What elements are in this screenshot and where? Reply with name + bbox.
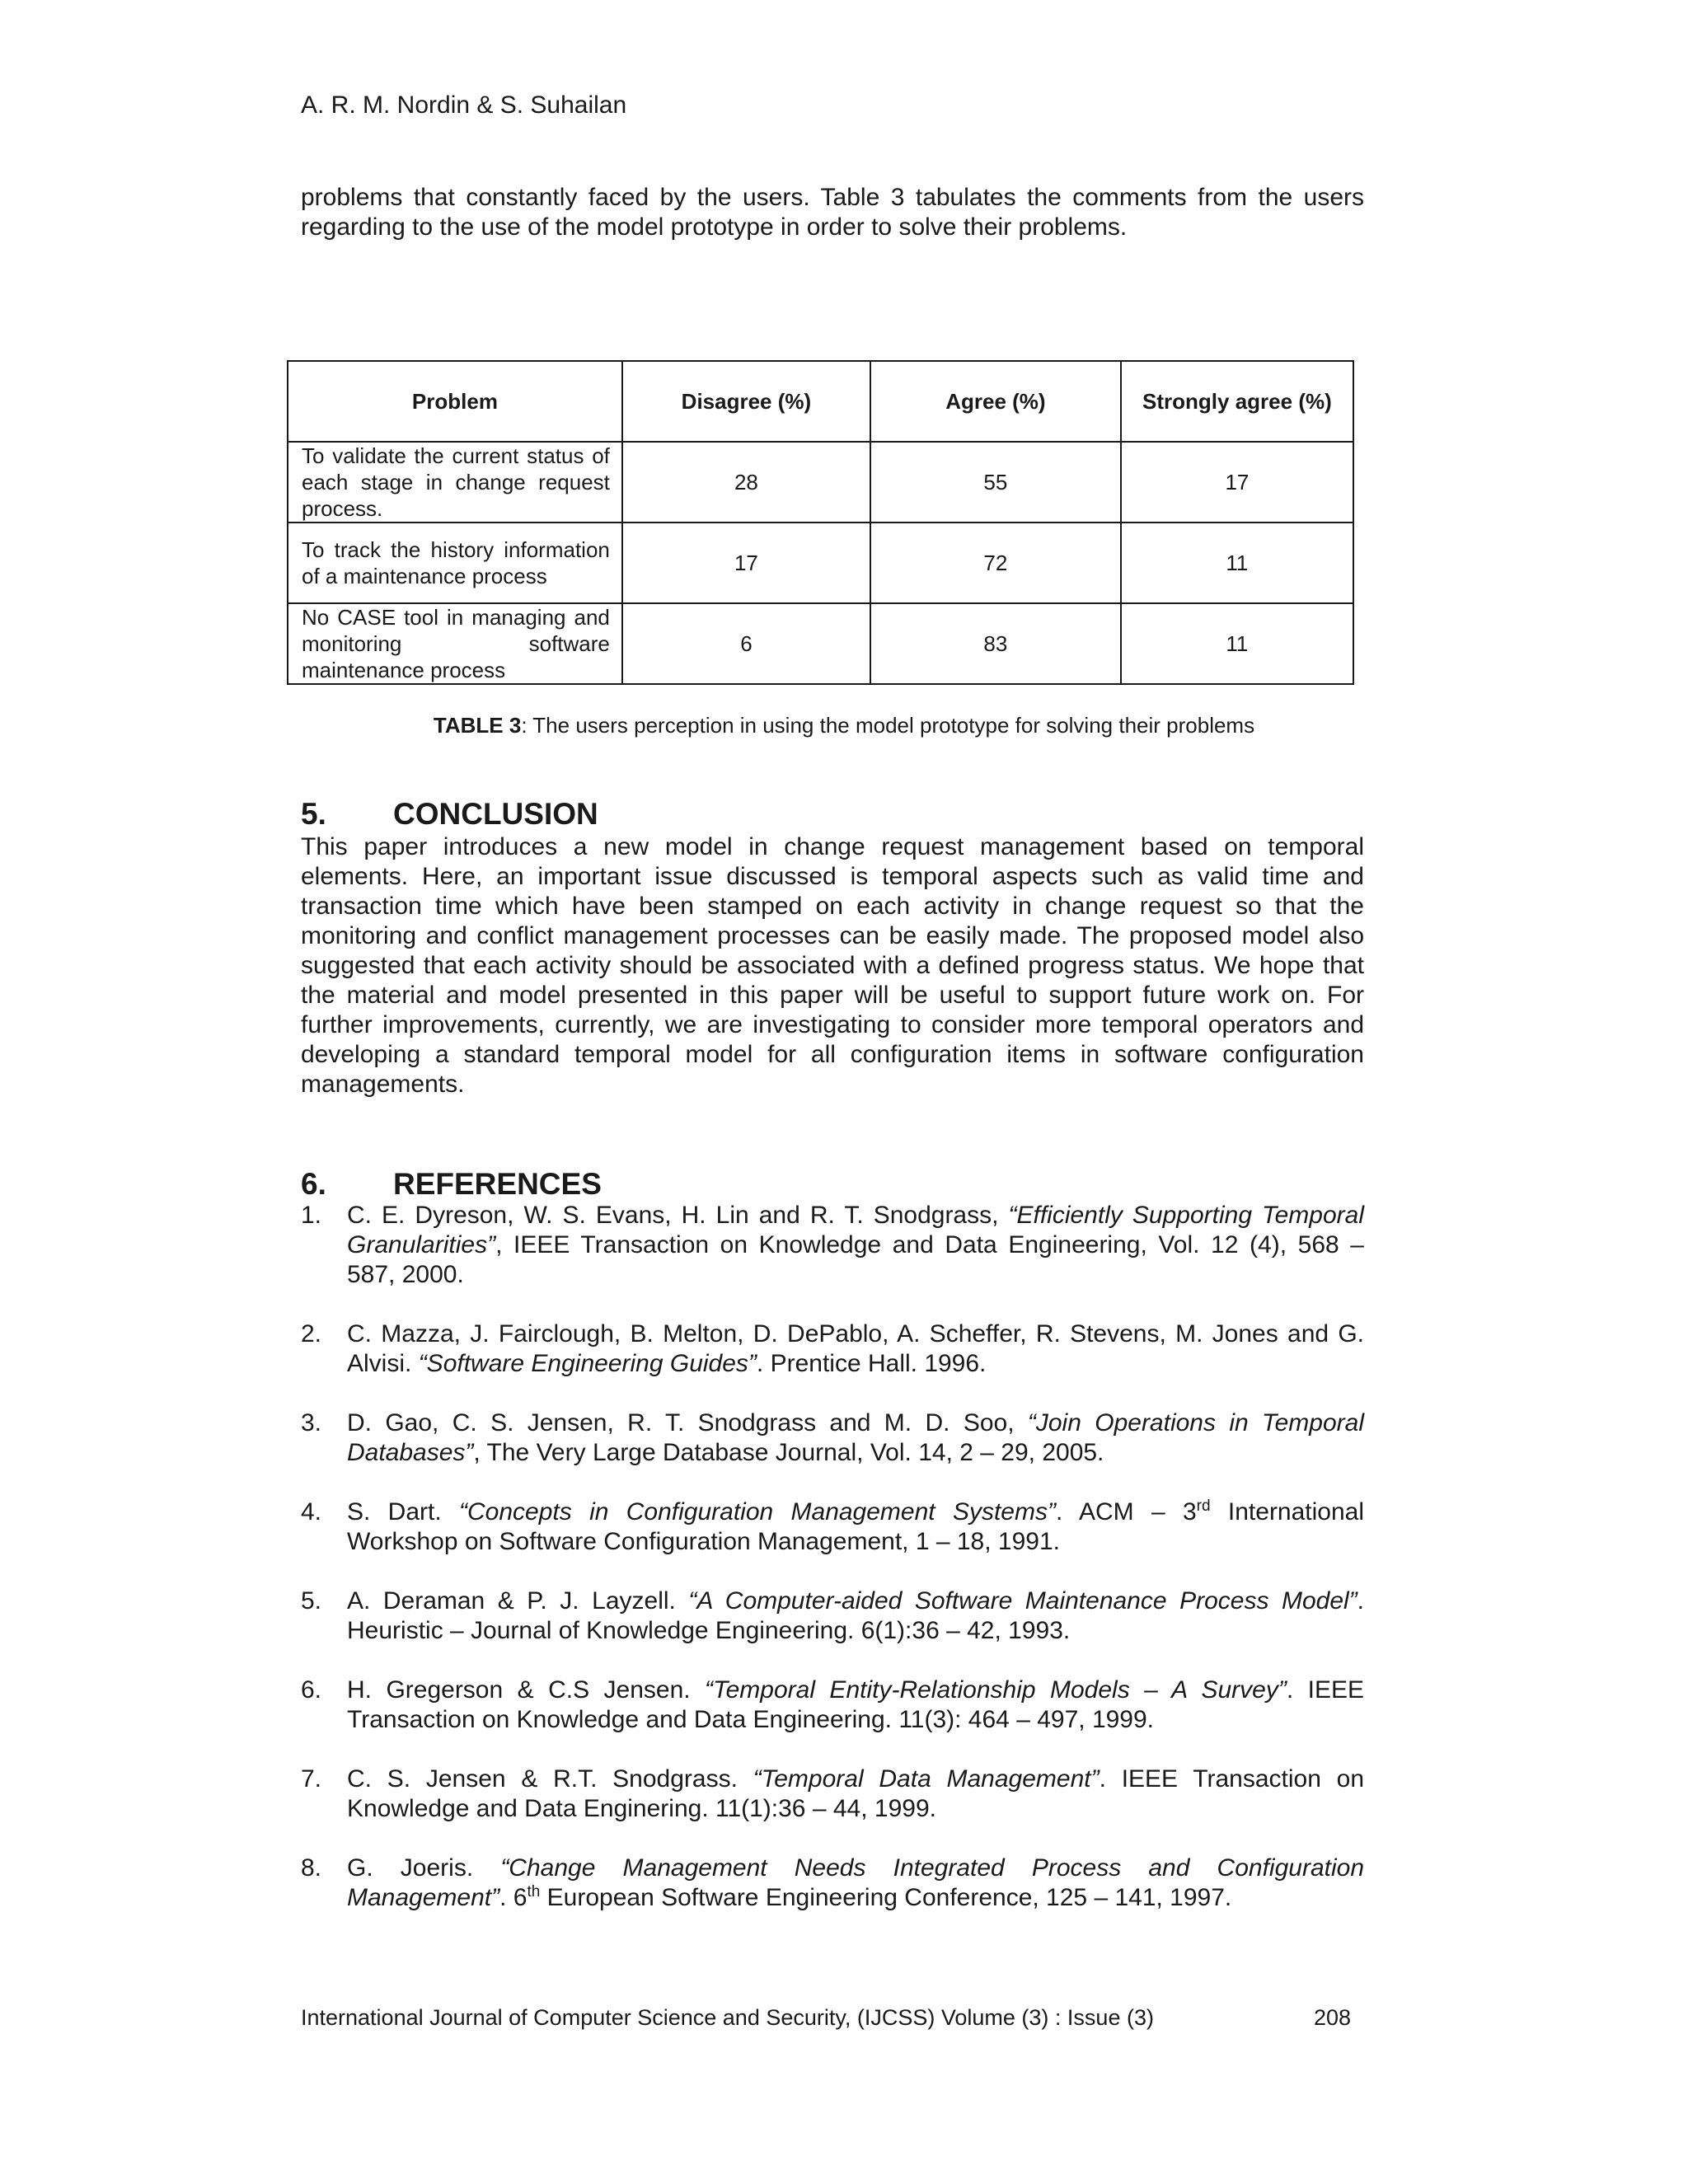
cell-strongly-agree: 11: [1121, 603, 1353, 684]
reference-authors: C. S. Jensen & R.T. Snodgrass.: [347, 1765, 753, 1793]
journal-footer: International Journal of Computer Science and Security, (IJCSS) Volume (3) : Issue (3): [301, 2005, 1154, 2030]
reference-title: “Change Management Needs Integrated Process and Configuration Management”: [347, 1854, 1365, 1911]
reference-authors: G. Joeris.: [347, 1854, 501, 1882]
reference-number: 3.: [301, 1409, 322, 1436]
reference-authors: A. Deraman & P. J. Layzell.: [347, 1587, 689, 1615]
reference-source: . 6: [499, 1884, 528, 1911]
reference-source: . IEEE Transaction on Knowledge and Data Engineering. 11(3): 464 – 497, 1999.: [347, 1676, 1364, 1733]
column-header-strongly-agree: Strongly agree (%): [1121, 361, 1353, 442]
table-row: [288, 442, 1353, 523]
section-number: 5.: [301, 797, 326, 831]
cell-strongly-agree: 11: [1121, 523, 1353, 603]
reference-authors: C. E. Dyreson, W. S. Evans, H. Lin and R. T. Snodgrass,: [347, 1202, 1009, 1229]
reference-authors: C. Mazza, J. Fairclough, B. Melton, D. DePablo, A. Scheffer, R. Stevens, M. Jones and G. Alvisi.: [347, 1320, 1364, 1377]
reference-number: 7.: [301, 1765, 322, 1793]
cell-problem: To track the history information of a maintenance process: [288, 523, 622, 603]
cell-disagree: 17: [622, 523, 870, 603]
reference-number: 6.: [301, 1676, 322, 1704]
reference-item: [301, 1319, 1364, 1379]
reference-title: “Join Operations in Temporal Databases”: [347, 1409, 1364, 1466]
cell-problem: No CASE tool in managing and monitoring software maintenance process: [288, 603, 622, 684]
reference-item: [301, 1675, 1364, 1735]
reference-number: 2.: [301, 1320, 322, 1347]
table-caption-label: TABLE 3: [433, 713, 522, 738]
cell-agree: 83: [870, 603, 1121, 684]
reference-source: . IEEE Transaction on Knowledge and Data Enginering. 11(1):36 – 44, 1999.: [347, 1765, 1365, 1822]
table-row: [288, 603, 1353, 684]
reference-number: 8.: [301, 1854, 322, 1882]
cell-disagree: 28: [622, 442, 870, 523]
reference-item: [301, 1408, 1364, 1468]
reference-list: [301, 1201, 1364, 1943]
column-header-disagree: Disagree (%): [622, 361, 870, 442]
reference-item: [301, 1854, 1364, 1913]
section-number: 6.: [301, 1167, 326, 1201]
reference-title: “Temporal Entity-Relationship Models – A Survey”: [705, 1676, 1287, 1704]
reference-item: [301, 1201, 1364, 1290]
table-caption: [0, 710, 1688, 740]
column-header-problem: Problem: [288, 361, 622, 442]
reference-item: [301, 1765, 1364, 1824]
reference-source: , The Very Large Database Journal, Vol. 14, 2 – 29, 2005.: [473, 1439, 1104, 1466]
page-number: 208: [1314, 2005, 1352, 2030]
cell-strongly-agree: 17: [1121, 442, 1353, 523]
reference-authors: H. Gregerson & C.S Jensen.: [347, 1676, 706, 1704]
reference-title: “Software Engineering Guides”: [418, 1350, 757, 1377]
intro-paragraph: problems that constantly faced by the users. Table 3 tabulates the comments from the users regarding to the use of the model prototype in order to solve their problems.: [301, 184, 1364, 241]
column-header-agree: Agree (%): [870, 361, 1121, 442]
reference-authors: D. Gao, C. S. Jensen, R. T. Snodgrass and M. D. Soo,: [347, 1409, 1028, 1436]
section-heading-conclusion: [301, 796, 598, 832]
reference-source-tail: European Software Engineering Conference, 125 – 141, 1997.: [540, 1884, 1232, 1911]
conclusion-paragraph: This paper introduces a new model in change request management based on temporal elements. Here, an important issue discussed is temporal aspects such as valid time and transaction time which have been stamped on each activity in change request so that the monitoring and conflict management processes can be easily made. The proposed model also suggested that each activity should be associated with a defined progress status. We hope that the material and model presented in this paper will be useful to support future work on. For further improvements, currently, we are investigating to consider more temporal operators and developing a standard temporal model for all configuration items in software configuration managements.: [301, 833, 1364, 1098]
section-heading-references: [301, 1166, 602, 1202]
reference-title: “A Computer-aided Software Maintenance Process Model”: [688, 1587, 1357, 1615]
reference-item: [301, 1497, 1364, 1557]
cell-disagree: 6: [622, 603, 870, 684]
table-header-row: [288, 361, 1353, 442]
reference-number: 4.: [301, 1498, 322, 1526]
reference-superscript: th: [527, 1883, 541, 1900]
reference-source-tail: International Workshop on Software Configuration Management, 1 – 18, 1991.: [347, 1498, 1365, 1555]
reference-number: 1.: [301, 1202, 322, 1229]
table-row: [288, 523, 1353, 603]
reference-authors: S. Dart.: [347, 1498, 460, 1526]
cell-agree: 55: [870, 442, 1121, 523]
reference-item: [301, 1586, 1364, 1646]
section-title: REFERENCES: [393, 1167, 602, 1201]
reference-number: 5.: [301, 1587, 322, 1615]
reference-superscript: rd: [1196, 1497, 1211, 1515]
reference-source: . ACM – 3: [1055, 1498, 1197, 1526]
table-caption-text: : The users perception in using the model prototype for solving their problems: [521, 713, 1255, 738]
running-head-authors: A. R. M. Nordin & S. Suhailan: [301, 91, 627, 119]
results-table: [287, 360, 1354, 685]
section-title: CONCLUSION: [393, 797, 598, 831]
reference-source: . Heuristic – Journal of Knowledge Engineering. 6(1):36 – 42, 1993.: [347, 1587, 1364, 1644]
reference-title: “Concepts in Configuration Management Systems”: [459, 1498, 1056, 1526]
cell-agree: 72: [870, 523, 1121, 603]
reference-title: “Efficiently Supporting Temporal Granularities”: [347, 1202, 1364, 1258]
reference-source: , IEEE Transaction on Knowledge and Data Engineering, Vol. 12 (4), 568 – 587, 2000.: [347, 1231, 1364, 1288]
reference-title: “Temporal Data Management”: [753, 1765, 1100, 1793]
reference-source: . Prentice Hall. 1996.: [756, 1350, 987, 1377]
cell-problem: To validate the current status of each stage in change request process.: [288, 442, 622, 523]
